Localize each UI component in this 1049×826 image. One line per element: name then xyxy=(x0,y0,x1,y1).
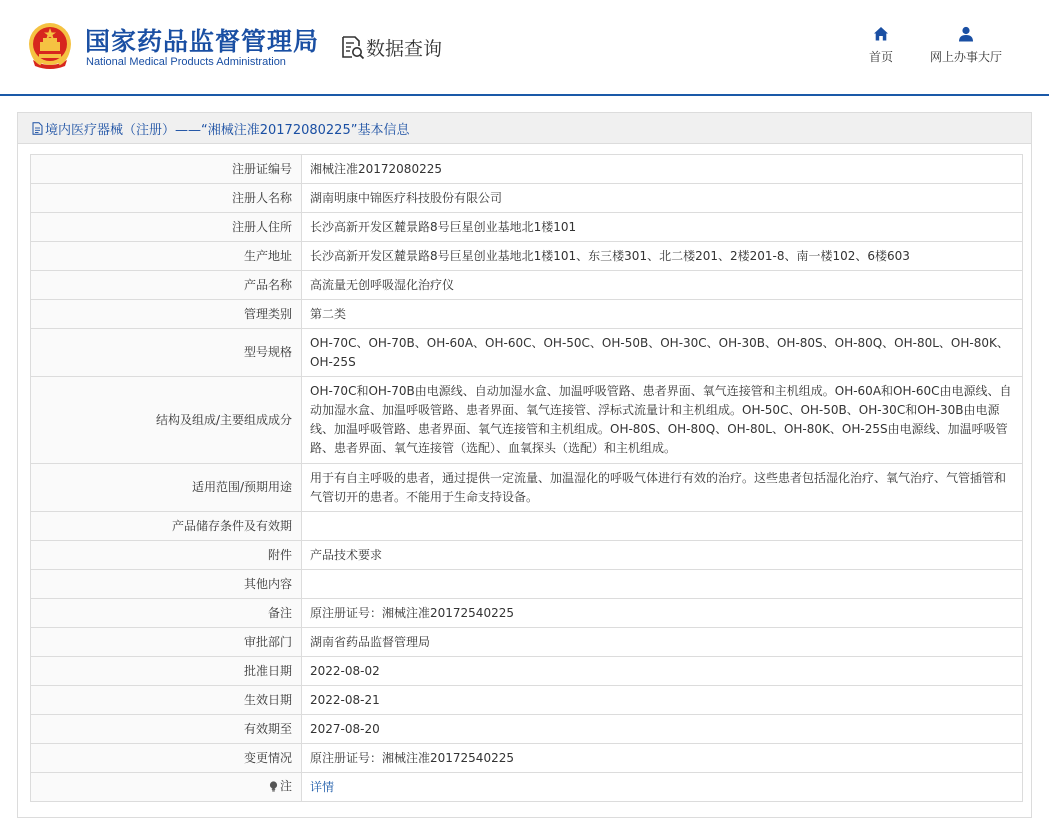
data-query-label: 数据查询 xyxy=(366,37,443,60)
note-value-cell xyxy=(302,773,1023,802)
row-value xyxy=(302,570,1023,599)
row-value: 湖南省药品监督管理局 xyxy=(302,628,1023,657)
row-value: 产品技术要求 xyxy=(302,541,1023,570)
table-row xyxy=(31,599,1023,628)
nav-online-hall-label: 网上办事大厅 xyxy=(929,50,1002,64)
row-label: 变更情况 xyxy=(31,744,302,773)
table-row xyxy=(31,184,1023,213)
row-value xyxy=(302,512,1023,541)
row-label: 批准日期 xyxy=(31,657,302,686)
table-row xyxy=(31,512,1023,541)
row-label: 附件 xyxy=(31,541,302,570)
row-label: 管理类别 xyxy=(31,300,302,329)
table-row xyxy=(31,213,1023,242)
row-label: 适用范围/预期用途 xyxy=(31,464,302,512)
table-row xyxy=(31,464,1023,512)
header-divider xyxy=(0,94,1049,96)
row-label: 其他内容 xyxy=(31,570,302,599)
table-row xyxy=(31,715,1023,744)
row-label: 生效日期 xyxy=(31,686,302,715)
note-label: 注 xyxy=(279,778,292,793)
row-label: 产品储存条件及有效期 xyxy=(31,512,302,541)
row-label: 注册证编号 xyxy=(31,155,302,184)
nav-online-hall[interactable] xyxy=(926,26,1006,65)
lightbulb-icon xyxy=(269,781,278,792)
data-query-link[interactable] xyxy=(339,34,442,60)
row-value: 湖南明康中锦医疗科技股份有限公司 xyxy=(302,184,1023,213)
note-row xyxy=(31,773,1023,802)
note-label-cell xyxy=(31,773,302,802)
table-row xyxy=(31,271,1023,300)
row-label: 备注 xyxy=(31,599,302,628)
table-row xyxy=(31,744,1023,773)
row-label: 型号规格 xyxy=(31,329,302,377)
device-info-panel xyxy=(17,112,1032,818)
row-label: 审批部门 xyxy=(31,628,302,657)
table-row xyxy=(31,541,1023,570)
panel-header xyxy=(18,113,1031,144)
table-row xyxy=(31,155,1023,184)
nav-home[interactable] xyxy=(864,26,898,65)
table-row xyxy=(31,377,1023,464)
row-value: 用于有自主呼吸的患者，通过提供一定流量、加温湿化的呼吸气体进行有效的治疗。这些患者包括湿化治疗、氧气治疗、气管插管和气管切开的患者。不能用于生命支持设备。 xyxy=(302,464,1023,512)
site-header xyxy=(0,0,1049,95)
row-label: 结构及组成/主要组成成分 xyxy=(31,377,302,464)
table-row xyxy=(31,570,1023,599)
panel-title: 境内医疗器械（注册）——“湘械注准20172080225”基本信息 xyxy=(45,122,410,138)
row-value: 长沙高新开发区麓景路8号巨星创业基地北1楼101、东三楼301、北二楼201、2楼201-8、南一楼102、6楼603 xyxy=(302,242,1023,271)
org-name-en: National Medical Products Administration xyxy=(86,56,286,68)
row-label: 产品名称 xyxy=(31,271,302,300)
row-value: 2022-08-21 xyxy=(302,686,1023,715)
table-row xyxy=(31,329,1023,377)
document-search-icon xyxy=(339,34,365,60)
row-value: 原注册证号：湘械注准20172540225 xyxy=(302,599,1023,628)
home-icon xyxy=(873,26,889,42)
row-value: OH-70C和OH-70B由电源线、自动加湿水盒、加温呼吸管路、患者界面、氧气连接管和主机组成。OH-60A和OH-60C由电源线、自动加湿水盒、加温呼吸管路、患者界面、氧气连接管、浮标式流量计和主机组成。OH-50C、OH-50B、OH-30C和OH-30B由电源线、加温呼吸管路、患者界面、氧气连接管和主机组成。OH-80S、OH-80Q、OH-80L、OH-80K、OH-25S由电源线、加温呼吸管路、患者界面、氧气连接管（选配）、血氧探头（选配）和主机组成。 xyxy=(302,377,1023,464)
row-value: 2027-08-20 xyxy=(302,715,1023,744)
note-label-wrap xyxy=(269,777,292,796)
details-link[interactable]: 详情 xyxy=(310,779,335,794)
table-row xyxy=(31,657,1023,686)
table-row xyxy=(31,686,1023,715)
row-value: 第二类 xyxy=(302,300,1023,329)
org-name-cn: 国家药品监督管理局 xyxy=(85,27,320,56)
row-value: OH-70C、OH-70B、OH-60A、OH-60C、OH-50C、OH-50B、OH-30C、OH-30B、OH-80S、OH-80Q、OH-80L、OH-80K、OH-25S xyxy=(302,329,1023,377)
row-label: 有效期至 xyxy=(31,715,302,744)
row-value: 原注册证号：湘械注准20172540225 xyxy=(302,744,1023,773)
table-row xyxy=(31,300,1023,329)
document-icon xyxy=(32,122,43,135)
national-emblem-logo xyxy=(27,20,73,70)
user-icon xyxy=(958,26,974,42)
row-value: 2022-08-02 xyxy=(302,657,1023,686)
device-info-table xyxy=(30,154,1023,802)
row-label: 注册人名称 xyxy=(31,184,302,213)
table-row xyxy=(31,628,1023,657)
table-row xyxy=(31,242,1023,271)
row-value: 高流量无创呼吸湿化治疗仪 xyxy=(302,271,1023,300)
row-value: 湘械注准20172080225 xyxy=(302,155,1023,184)
row-label: 注册人住所 xyxy=(31,213,302,242)
row-label: 生产地址 xyxy=(31,242,302,271)
row-value: 长沙高新开发区麓景路8号巨星创业基地北1楼101 xyxy=(302,213,1023,242)
nav-home-label: 首页 xyxy=(868,50,893,64)
